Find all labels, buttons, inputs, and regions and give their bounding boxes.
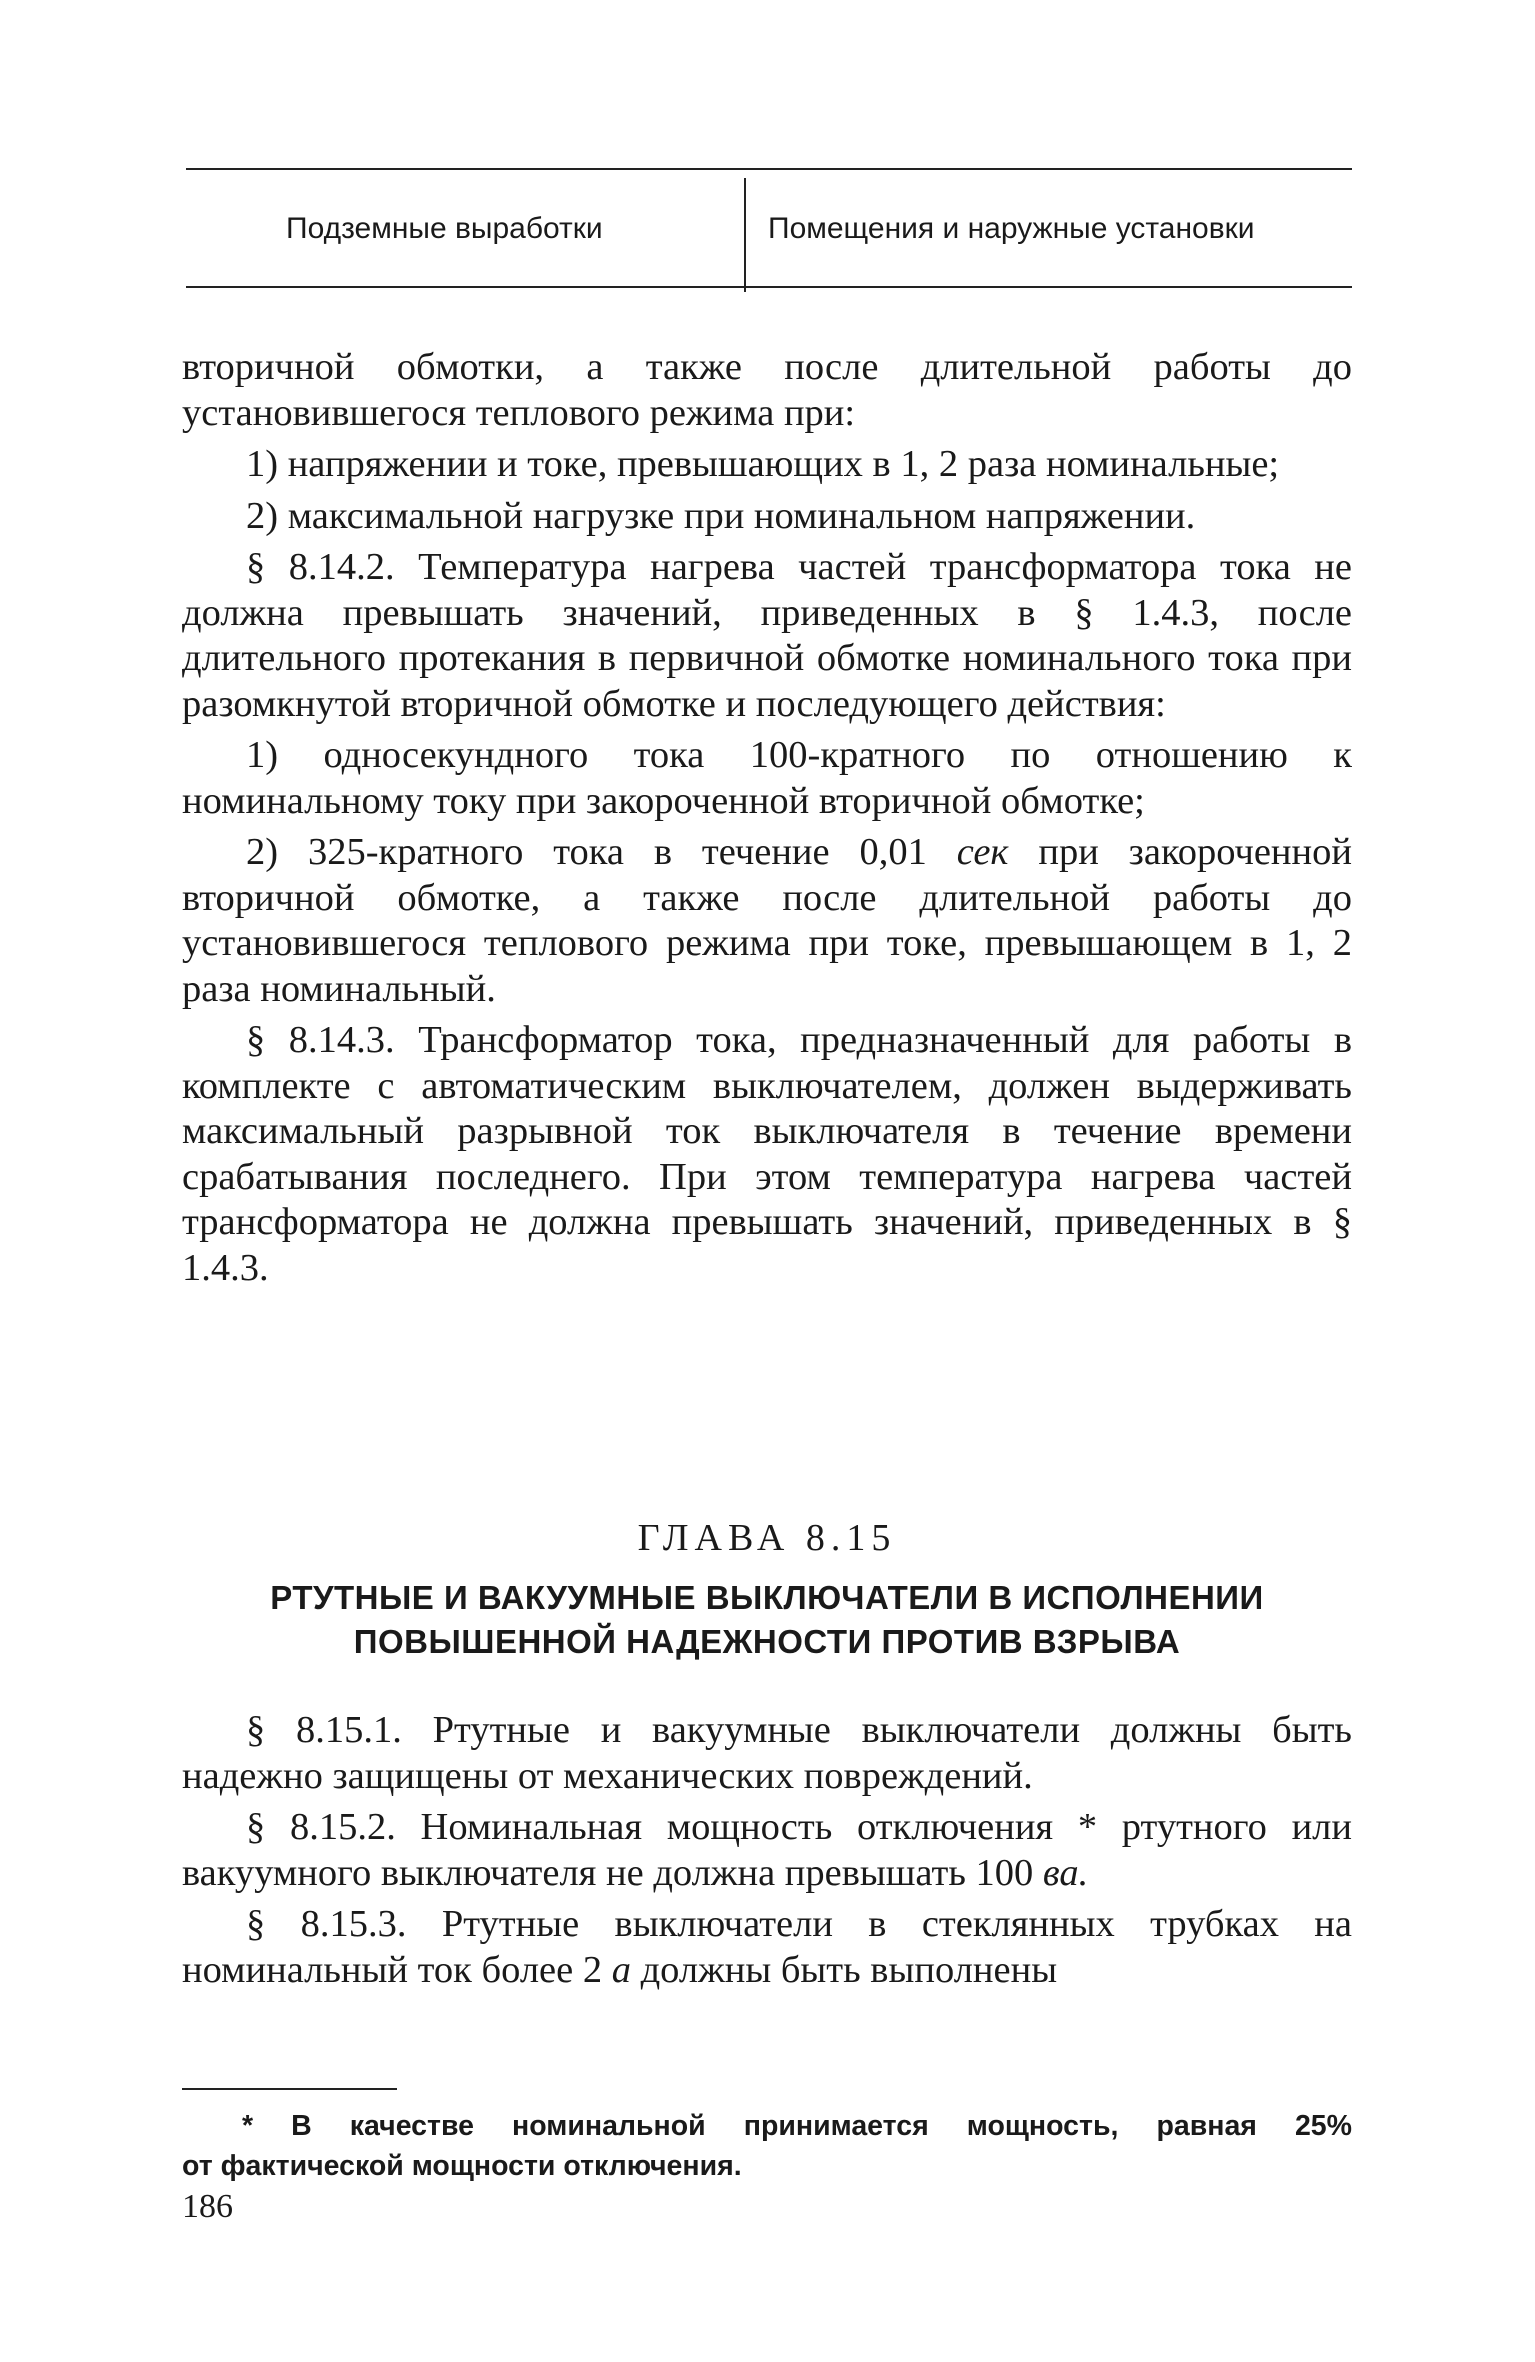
list-item: 1) односекундного тока 100-кратного по отношению к номинальному току при закороченной вторичной обмотке; bbox=[182, 734, 1352, 822]
footnote-rule bbox=[182, 2088, 397, 2090]
header-right-cell: Помещения и наружные установки bbox=[768, 212, 1255, 245]
text-run: при закороченной вторичной обмотке, а также после длительной работы до установившегося теплового режима при токе, превышающем в 1, 2 раза номинальный. bbox=[182, 831, 1352, 1010]
unit-italic: ва. bbox=[1042, 1851, 1089, 1894]
paragraph-8-14-3: § 8.14.3. Трансформатор тока, предназначенный для работы в комплекте с автоматическим выключателем, должен выдерживать максимальный разрывной ток выключателя в течение времени срабатывания последнего. При этом температура нагрева частей трансформатора не должна превышать значений, приведенных в § 1.4.3. bbox=[182, 1019, 1352, 1289]
footnote bbox=[182, 2106, 1352, 2186]
unit-italic: а bbox=[611, 1948, 631, 1991]
list-item bbox=[182, 830, 1352, 1012]
section-8-14-text bbox=[182, 345, 1352, 1291]
chapter-title-line: РТУТНЫЕ И ВАКУУМНЫЕ ВЫКЛЮЧАТЕЛИ В ИСПОЛНЕНИИ bbox=[270, 1579, 1264, 1616]
text-run: § 8.15.2. Номинальная мощность отключения * ртутного или вакуумного выключателя не должна превышать 100 bbox=[182, 1806, 1352, 1894]
chapter-label: ГЛАВА 8.15 bbox=[637, 1517, 897, 1559]
unit-italic: сек bbox=[956, 831, 1009, 873]
text-run: § 8.15.3. Ртутные выключатели в стеклянных трубках на номинальный ток более 2 bbox=[182, 1903, 1352, 1991]
paragraph-8-15-1: § 8.15.1. Ртутные и вакуумные выключатели должны быть надежно защищены от механических повреждений. bbox=[182, 1709, 1352, 1797]
header-divider bbox=[744, 178, 746, 292]
text-run: должны быть выполнены bbox=[630, 1948, 1058, 1991]
footnote-line: * В качестве номинальной принимается мощность, равная 25% bbox=[242, 2110, 1352, 2142]
page-number: 186 bbox=[182, 2188, 233, 2225]
list-item: 1) напряжении и токе, превышающих в 1, 2 раза номинальные; bbox=[246, 443, 1280, 485]
chapter-title-line: ПОВЫШЕННОЙ НАДЕЖНОСТИ ПРОТИВ ВЗРЫВА bbox=[353, 1623, 1181, 1660]
header-left-cell: Подземные выработки bbox=[286, 212, 603, 245]
header-bottom-rule bbox=[186, 286, 1352, 288]
text-run: 2) 325-кратного тока в течение 0,01 bbox=[246, 831, 957, 873]
header-top-rule bbox=[186, 168, 1352, 170]
paragraph-8-15-2 bbox=[182, 1805, 1352, 1896]
section-8-15-text bbox=[182, 1708, 1352, 1993]
paragraph-8-15-3 bbox=[182, 1902, 1352, 1993]
footnote-line: от фактической мощности отключения. bbox=[182, 2150, 742, 2182]
paragraph: вторичной обмотки, а также после длительной работы до установившегося теплового режима при: bbox=[182, 346, 1352, 434]
paragraph-8-14-2: § 8.14.2. Температура нагрева частей трансформатора тока не должна превышать значений, приведенных в § 1.4.3, после длительного протекания в первичной обмотке номинального тока при разомкнутой вторичной обмотке и последующего действия: bbox=[182, 546, 1352, 725]
list-item: 2) максимальной нагрузке при номинальном напряжении. bbox=[246, 494, 1196, 537]
chapter-title bbox=[182, 1576, 1352, 1664]
running-header bbox=[186, 168, 1352, 290]
